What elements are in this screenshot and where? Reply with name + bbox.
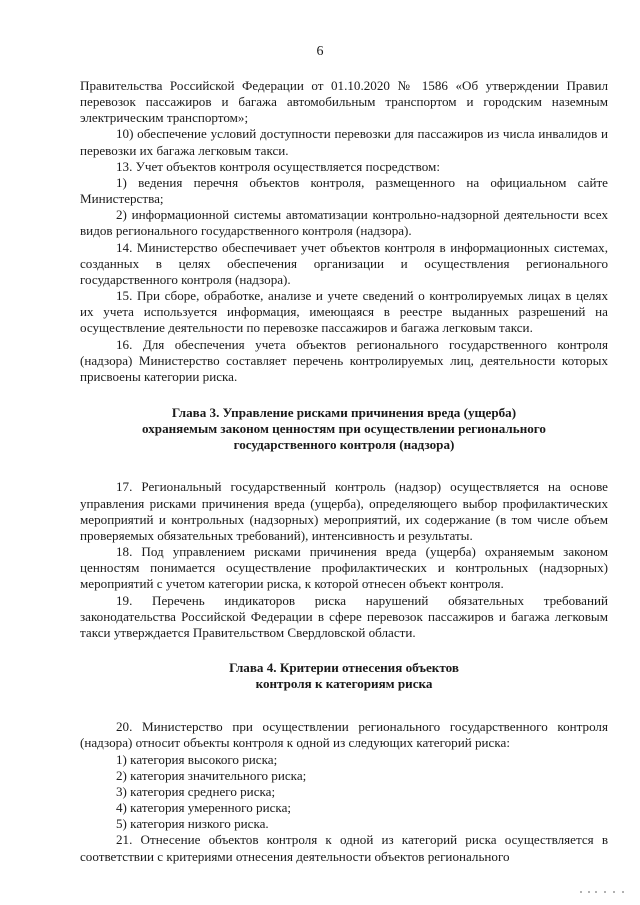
list-item: 2) категория значительного риска; (116, 767, 307, 783)
paragraph: 17. Региональный государственный контроль (надзор) осуществляется на основе управления рисками причинения вреда (ущерба), определяющего выбор профилактических мероприятий и контрольных (надзорных) мероприятий, их содержание (в том числе объем проверяемых обязательных требований), интенсивность и результаты. (80, 479, 608, 543)
heading-line: Глава 4. Критерии отнесения объектов (229, 660, 459, 675)
heading-line: Глава 3. Управление рисками причинения вреда (ущерба) (171, 404, 517, 420)
chapter-3-heading (80, 405, 608, 453)
paragraph: Правительства Российской Федерации от 01.10.2020 № 1586 «Об утверждении Правил перевозок пассажиров и багажа автомобильным транспортом и городским наземным электрическим транспортом»; (80, 78, 608, 126)
paragraph: 15. При сборе, обработке, анализе и учете сведений о контролируемых лицах в целях их учета используется информация, имеющаяся в реестре выданных разрешений на осуществление деятельности по перевозке пассажиров и багажа легковым такси. (80, 288, 608, 336)
page-number: 6 (316, 44, 324, 59)
paragraph: 14. Министерство обеспечивает учет объектов контроля в информационных системах, созданных в целях обеспечения организации и осуществления регионального государственного контроля (надзора). (80, 239, 608, 287)
paragraph: 16. Для обеспечения учета объектов регионального государственного контроля (надзора) Министерство составляет перечень контролируемых лиц, деятельности которых присвоены категории риска. (80, 336, 608, 384)
list-item: 4) категория умеренного риска; (116, 800, 292, 816)
paragraph: 1) ведения перечня объектов контроля, размещенного на официальном сайте Министерства; (80, 174, 608, 207)
paragraph: 18. Под управлением рисками причинения вреда (ущерба) охраняемым законом ценностям понимается осуществление профилактических и контрольных (надзорных) мероприятий с учетом категории риска, к которой отнесен объект контроля. (80, 544, 608, 592)
list-item: 1) категория высокого риска; (116, 751, 278, 767)
scan-dots (580, 889, 626, 895)
section-chapter-3 (80, 479, 608, 641)
paragraph: 2) информационной системы автоматизации контрольно-надзорной деятельности всех видов регионального государственного контроля (надзора). (80, 207, 608, 239)
chapter-4-heading (80, 660, 608, 692)
section-top (80, 78, 608, 385)
heading-line: контроля к категориям риска (255, 676, 433, 692)
document-body (80, 78, 608, 865)
paragraph: 21. Отнесение объектов контроля к одной из категорий риска осуществляется в соответствии с критериями отнесения деятельности объектов регионального (80, 832, 608, 864)
heading-line: государственного контроля (надзора) (233, 437, 455, 453)
paragraph: 13. Учет объектов контроля осуществляется посредством: (116, 158, 440, 174)
paragraph: 19. Перечень индикаторов риска нарушений обязательных требований законодательства Российской Федерации в сфере перевозок пассажиров и багажа легковым такси утверждается Правительством Свердловской области. (80, 592, 608, 640)
section-chapter-4 (80, 719, 608, 864)
heading-line: охраняемым законом ценностям при осуществлении регионального (142, 421, 546, 437)
paragraph: 10) обеспечение условий доступности перевозки для пассажиров из числа инвалидов и перевозки их багажа легковым такси. (80, 126, 608, 158)
list-item: 3) категория среднего риска; (116, 783, 276, 799)
paragraph: 20. Министерство при осуществлении регионального государственного контроля (надзора) относит объекты контроля к одной из следующих категорий риска: (80, 719, 608, 751)
list-item: 5) категория низкого риска. (116, 816, 269, 832)
